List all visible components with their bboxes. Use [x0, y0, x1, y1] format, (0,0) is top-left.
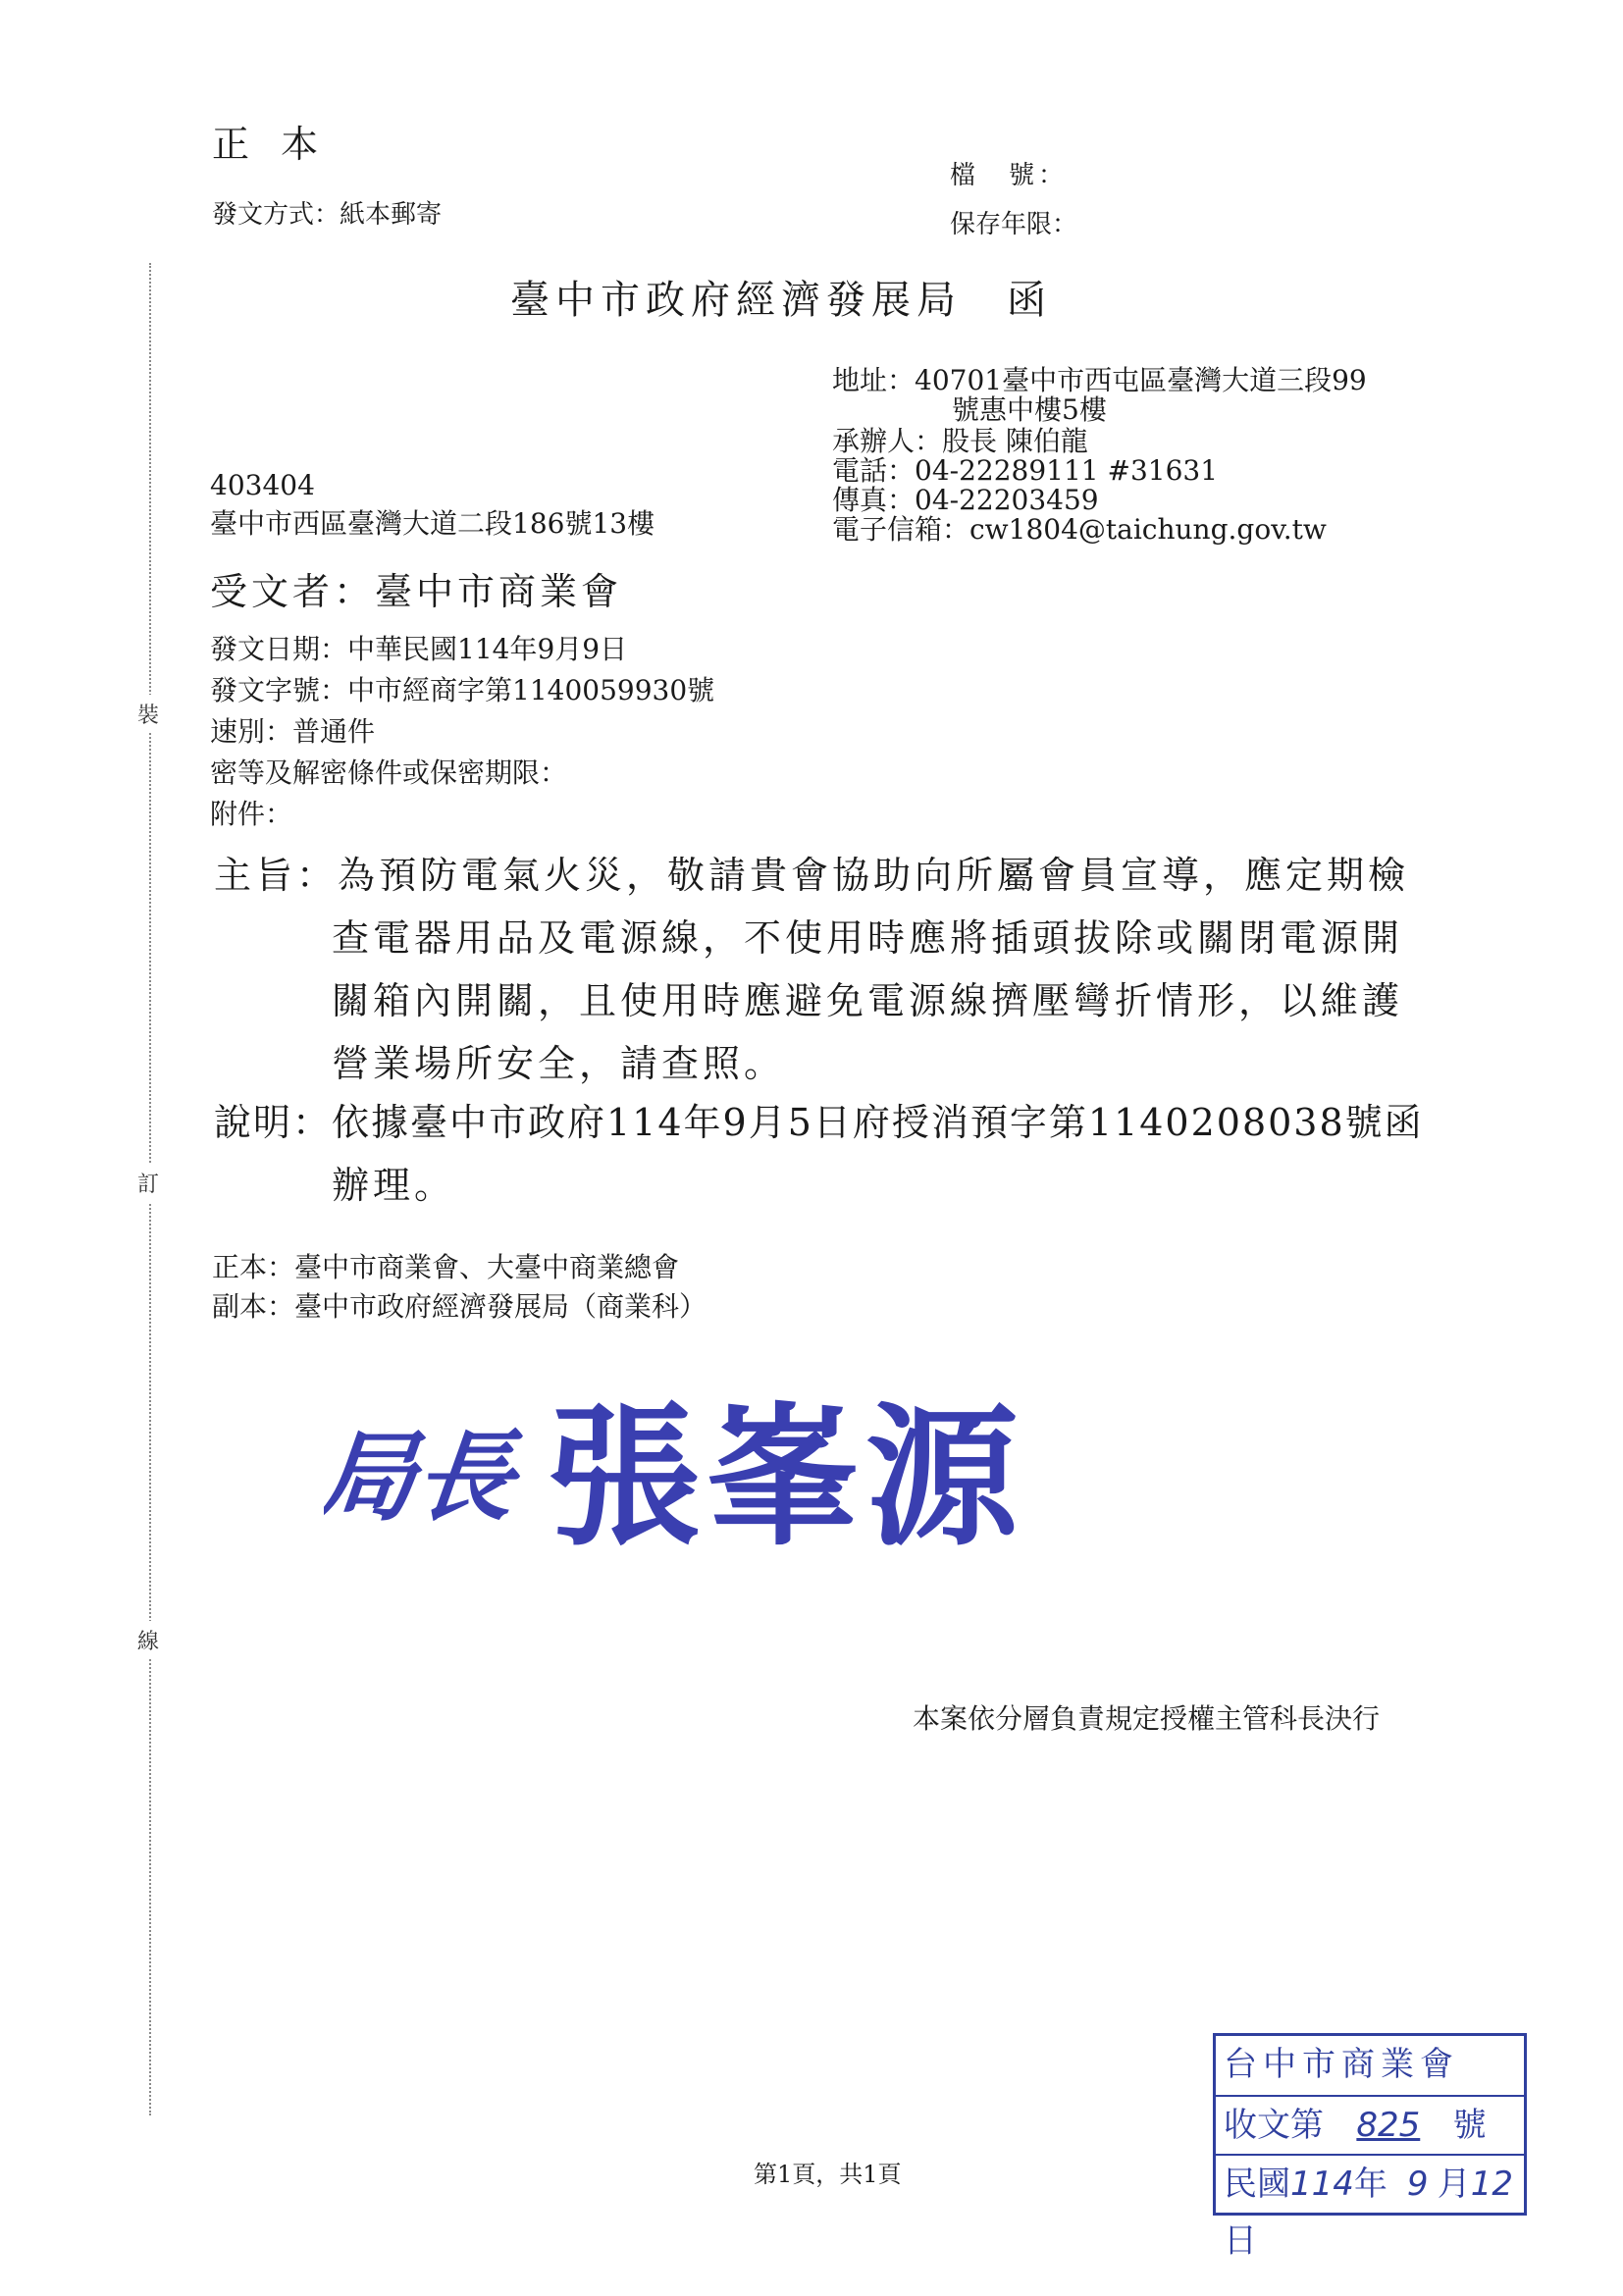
receipt-date-prefix: 民國 [1224, 2165, 1290, 2204]
authorization-note: 本案依分層負責規定授權主管科長決行 [913, 1702, 1381, 1735]
file-number-label: 檔 號： [950, 161, 1069, 190]
recipient-postal-code: 403404 [210, 469, 315, 501]
document-number: 發文字號：中市經商字第1140059930號 [210, 674, 715, 706]
receipt-month-suffix: 月 [1437, 2165, 1471, 2204]
attachment: 附件： [210, 798, 293, 830]
binding-mark-ding: 訂 [137, 1164, 159, 1202]
fax: 傳真：04-22203459 [832, 484, 1099, 516]
subject-line-2: 查電器用品及電源線，不使用時應將插頭拔除或關閉電源開 [332, 916, 1404, 960]
receipt-suffix: 號 [1452, 2106, 1487, 2145]
receipt-year-suffix: 年 [1353, 2165, 1387, 2204]
svg-text:局長: 局長 [324, 1419, 521, 1535]
subject-line-3: 關箱內開關，且使用時應避免電源線擠壓彎折情形，以維護 [332, 979, 1404, 1022]
receipt-day-suffix: 日 [1224, 2221, 1257, 2261]
receipt-stamp [1213, 2033, 1527, 2261]
copy-type: 正 本 [212, 123, 329, 166]
phone: 電話：04-22289111 #31631 [832, 454, 1219, 487]
receipt-month: 9 [1406, 2165, 1429, 2204]
receipt-year: 114 [1290, 2165, 1354, 2204]
recipient-name: 受文者：臺中市商業會 [210, 570, 623, 613]
sender-address: 地址：40701臺中市西屯區臺灣大道三段99 [832, 364, 1367, 396]
explanation-line-1: 說明：依據臺中市政府114年9月5日府授消預字第1140208038號函 [214, 1101, 1424, 1144]
binding-mark-zhuang: 裝 [137, 695, 159, 733]
distribution-copy: 副本：臺中市政府經濟發展局（商業科） [212, 1290, 707, 1323]
receipt-number: 825 [1356, 2106, 1421, 2145]
receipt-prefix: 收文第 [1224, 2106, 1324, 2145]
speed-class: 速別：普通件 [210, 715, 376, 748]
director-seal [324, 1364, 1109, 1570]
receipt-stamp-date-row [1216, 2154, 1524, 2261]
subject-line-1: 主旨：為預防電氣火災，敬請貴會協助向所屬會員宣導，應定期檢 [214, 854, 1410, 897]
issue-date: 發文日期：中華民國114年9月9日 [210, 633, 628, 665]
handler: 承辦人：股長 陳伯龍 [832, 425, 1088, 457]
email: 電子信箱：cw1804@taichung.gov.tw [832, 513, 1327, 546]
explanation-line-2: 辦理。 [332, 1164, 456, 1207]
page-number: 第1頁，共1頁 [754, 2161, 902, 2188]
receipt-day: 12 [1470, 2165, 1513, 2204]
retention-label: 保存年限： [950, 210, 1078, 239]
receipt-stamp-org: 台中市商業會 [1224, 2045, 1459, 2084]
subject-line-4: 營業場所安全，請查照。 [332, 1042, 786, 1085]
distribution-original: 正本：臺中市商業會、大臺中商業總會 [212, 1251, 680, 1283]
receipt-stamp-number-row [1216, 2095, 1524, 2154]
secrecy-level: 密等及解密條件或保密期限： [210, 757, 568, 789]
document-title: 臺中市政府經濟發展局 函 [510, 278, 1052, 323]
director-seal-image [324, 1364, 1109, 1570]
sender-address-cont: 號惠中樓5樓 [952, 393, 1107, 426]
recipient-address: 臺中市西區臺灣大道二段186號13樓 [210, 507, 655, 540]
svg-text:張峯源: 張峯源 [548, 1387, 1024, 1567]
binding-mark-xian: 線 [137, 1621, 159, 1659]
dispatch-method: 發文方式：紙本郵寄 [212, 200, 443, 230]
